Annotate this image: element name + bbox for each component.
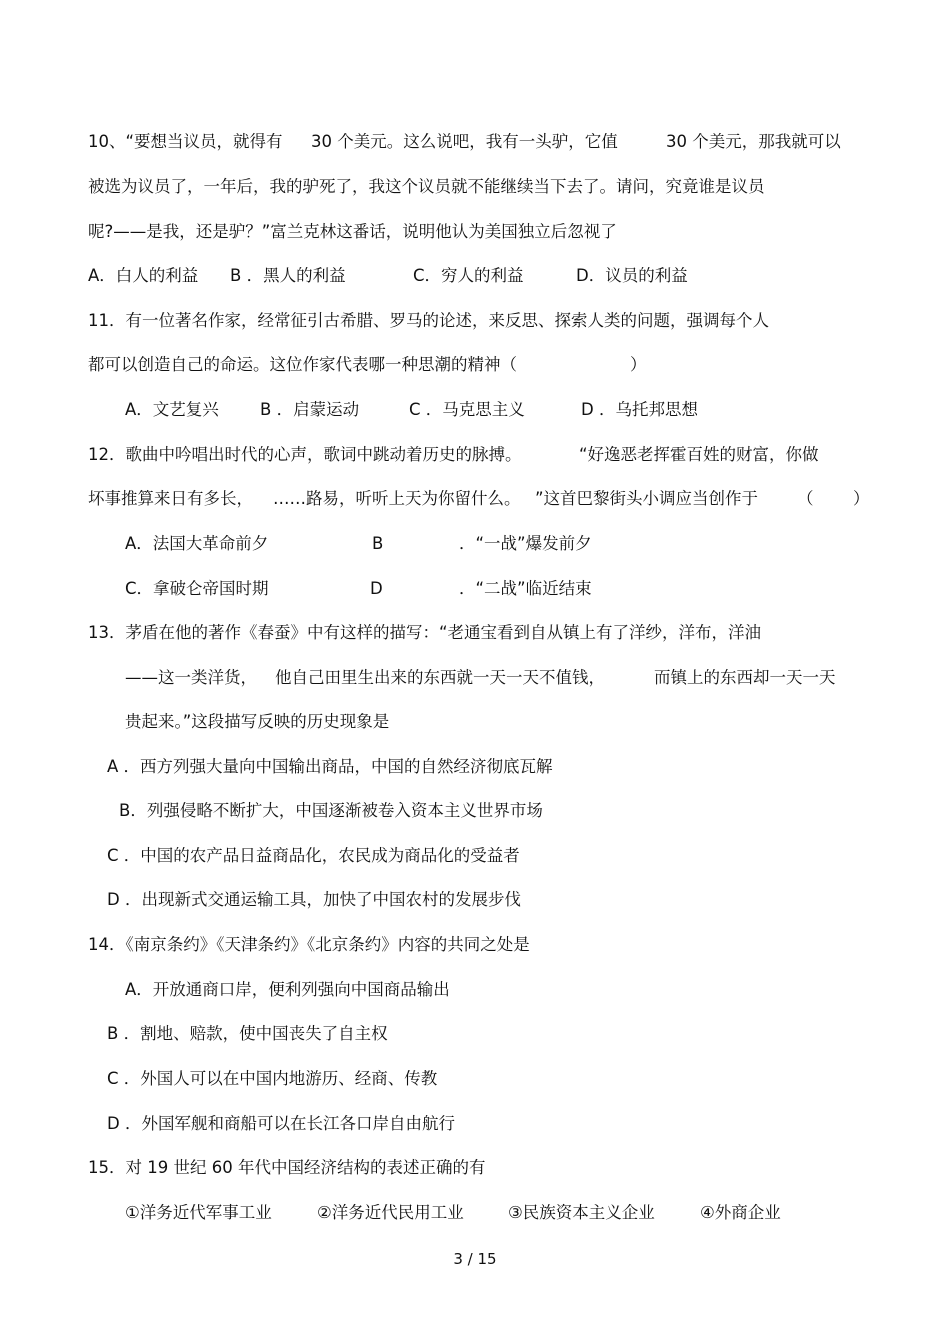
q15-item-4: ④外商企业 (700, 1203, 781, 1222)
q11-answer-paren: ） (630, 355, 647, 374)
q10-option-b: B ．黑人的利益 (230, 266, 346, 285)
q11-options (0, 399, 950, 421)
q14-option-b: B ．割地、赔款，使中国丧失了自主权 (107, 1024, 388, 1043)
q11-option-b: B ．启蒙运动 (260, 400, 360, 419)
q13-text: 他自己田里生出来的东西就一天一天不值钱， (275, 668, 605, 687)
q12-answer-paren-close: ） (853, 489, 870, 508)
q13-line-1: 13．茅盾在他的著作《春蚕》中有这样的描写：“老通宝看到自从镇上有了洋纱，洋布，洋油 (88, 623, 762, 642)
q11-option-a: A．文艺复兴 (125, 400, 219, 419)
q13-line-3: 贵起来。”这段描写反映的历史现象是 (125, 712, 390, 731)
q12-option-b: ．“一战”爆发前夕 (459, 534, 592, 553)
q14-line-1: 14．《南京条约》《天津条约》《北京条约》内容的共同之处是 (88, 935, 530, 954)
q11-option-c: C ．马克思主义 (409, 400, 525, 419)
q13-option-b: B．列强侵略不断扩大，中国逐渐被卷入资本主义世界市场 (119, 801, 543, 820)
q15-item-3: ③民族资本主义企业 (508, 1203, 655, 1222)
q12-text: ……路易，听听上天为你留什么。 (273, 489, 521, 508)
q12-option-d-letter: D (370, 579, 383, 598)
page-number: 3 / 15 (453, 1250, 497, 1268)
q13-text: 而镇上的东西却一天一天 (654, 668, 836, 687)
q12-text: ”这首巴黎街头小调应当创作于 (535, 489, 759, 508)
q12-option-d: ．“二战”临近结束 (459, 579, 592, 598)
q10-line-3: 呢?——是我，还是驴？”富兰克林这番话，说明他认为美国独立后忽视了 (88, 222, 617, 241)
q14-option-d: D ．外国军舰和商船可以在长江各口岸自由航行 (107, 1114, 455, 1133)
q10-option-a: A．白人的利益 (88, 266, 199, 285)
q14-option-a: A．开放通商口岸，便利列强向中国商品输出 (125, 980, 450, 999)
q13-option-d: D ．出现新式交通运输工具，加快了中国农村的发展步伐 (107, 890, 521, 909)
q15-line-1: 15．对 19 世纪 60 年代中国经济结构的表述正确的有 (88, 1158, 486, 1177)
q15-item-1: ①洋务近代军事工业 (125, 1203, 272, 1222)
q13-option-a: A ．西方列强大量向中国输出商品，中国的自然经济彻底瓦解 (107, 757, 553, 776)
q12-option-b-letter: B (372, 534, 384, 553)
q12-options-row-2 (0, 578, 950, 600)
q12-text: 坏事推算来日有多长， (88, 489, 253, 508)
q11-line-1: 11．有一位著名作家，经常征引古希腊、罗马的论述，来反思、探索人类的问题，强调每个人 (88, 311, 769, 330)
q12-answer-paren-open: （ (797, 489, 814, 508)
q10-line-1 (0, 131, 950, 153)
q12-line-2 (0, 488, 950, 510)
q15-items (0, 1202, 950, 1224)
q10-line-2: 被选为议员了，一年后，我的驴死了，我这个议员就不能继续当下去了。请问，究竟谁是议员 (88, 177, 765, 196)
q12-text: “好逸恶老挥霍百姓的财富，你做 (579, 445, 819, 464)
q11-line-2 (0, 354, 950, 376)
q11-text: 都可以创造自己的命运。这位作家代表哪一种思潮的精神（ (88, 355, 517, 374)
q10-options (0, 265, 950, 287)
q12-text: 12．歌曲中吟唱出时代的心声，歌词中跳动着历史的脉搏。 (88, 445, 522, 464)
q10-option-c: C．穷人的利益 (413, 266, 524, 285)
q14-option-c: C ．外国人可以在中国内地游历、经商、传教 (107, 1069, 438, 1088)
q10-text: 10、“要想当议员，就得有 (88, 132, 283, 151)
q13-option-c: C ．中国的农产品日益商品化，农民成为商品化的受益者 (107, 846, 520, 865)
q10-text: 30 个美元。这么说吧，我有一头驴，它值 (311, 132, 618, 151)
q10-option-d: D．议员的利益 (576, 266, 688, 285)
q12-option-c: C．拿破仑帝国时期 (125, 579, 269, 598)
q12-line-1 (0, 444, 950, 466)
q12-option-a: A．法国大革命前夕 (125, 534, 269, 553)
q10-text: 30 个美元，那我就可以 (666, 132, 841, 151)
q13-text: ——这一类洋货， (125, 668, 257, 687)
q11-option-d: D ．乌托邦思想 (581, 400, 698, 419)
q15-item-2: ②洋务近代民用工业 (317, 1203, 464, 1222)
q13-line-2 (0, 667, 950, 689)
q12-options-row-1 (0, 533, 950, 555)
